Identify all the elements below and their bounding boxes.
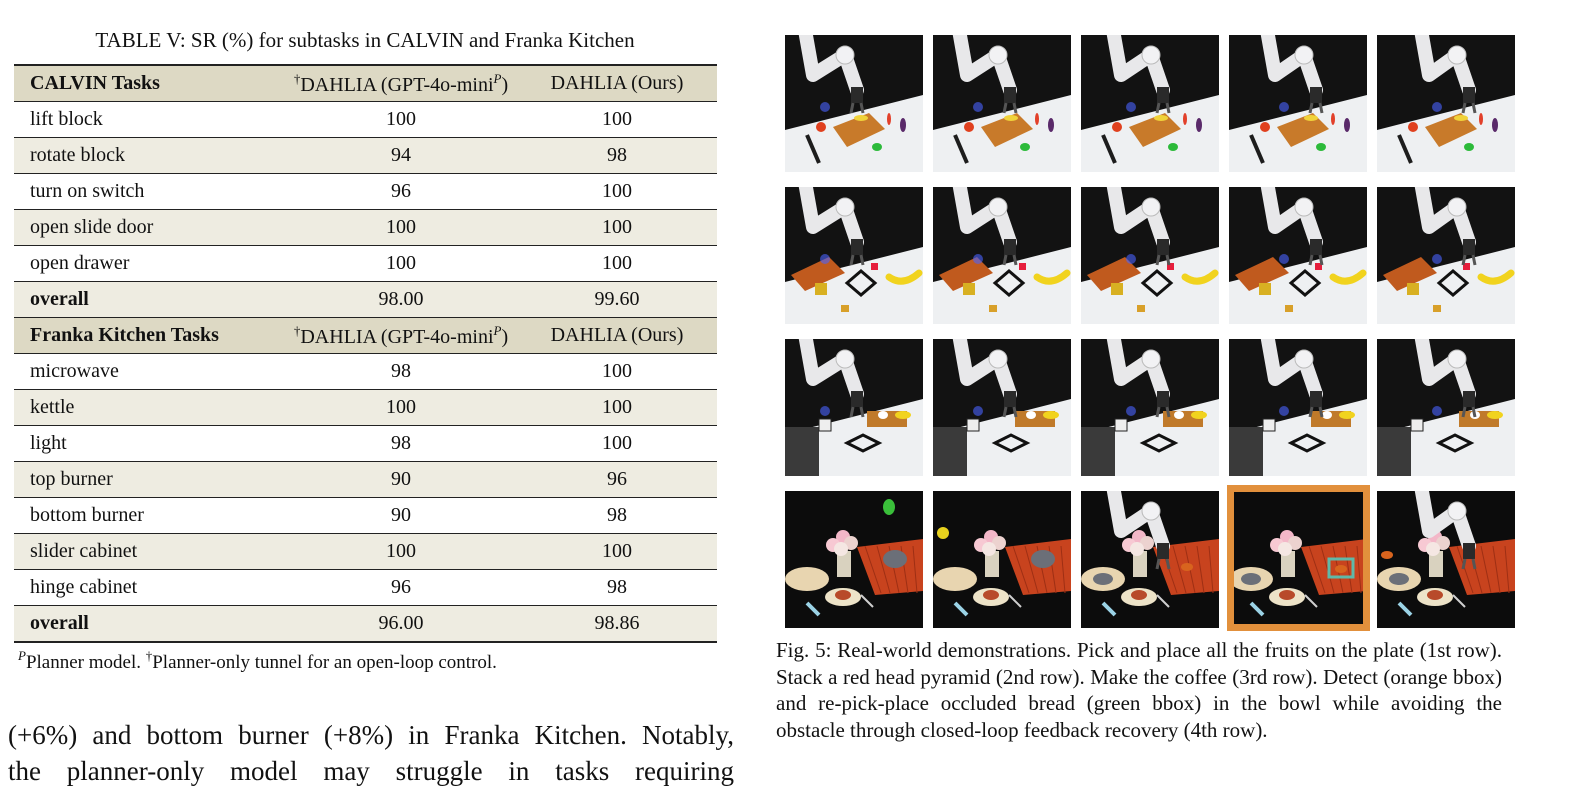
calvin-header-row bbox=[14, 65, 717, 102]
figure-photo-grid bbox=[785, 35, 1515, 628]
demo-photo-make-coffee-5 bbox=[1377, 339, 1515, 476]
table-row: top burner 90 96 bbox=[14, 462, 717, 498]
table-row: light 98 100 bbox=[14, 426, 717, 462]
table-caption: TABLE V: SR (%) for subtasks in CALVIN and Franka Kitchen bbox=[95, 28, 635, 52]
calvin-header-ours: DAHLIA (Ours) bbox=[517, 65, 717, 102]
calvin-overall-row: overall 98.00 99.60 bbox=[14, 282, 717, 318]
table-row: open slide door 100 100 bbox=[14, 210, 717, 246]
figure-caption: Fig. 5: Real-world demonstrations. Pick and place all the fruits on the plate (1st row). Stack a red head pyramid (2nd row). Make the coffee (3rd row). Detect (orange bbox) and re-pick-place occluded bread (green bbox) in the bowl while avoiding the obstacle through closed-loop feedback recovery (4th row). bbox=[776, 638, 1502, 742]
kitchen-header-task: Franka Kitchen Tasks bbox=[14, 318, 285, 354]
table-row: open drawer 100 100 bbox=[14, 246, 717, 282]
kitchen-header-row bbox=[14, 318, 717, 354]
demo-photo-fruits-on-plate-5 bbox=[1377, 35, 1515, 172]
body-line: (+6%) and bottom burner (+8%) in Franka Kitchen. Notably, bbox=[8, 720, 734, 750]
demo-photo-make-coffee-3 bbox=[1081, 339, 1219, 476]
kitchen-header-ours: DAHLIA (Ours) bbox=[517, 318, 717, 354]
demo-photo-red-head-pyramid-3 bbox=[1081, 187, 1219, 324]
table-row: bottom burner 90 98 bbox=[14, 498, 717, 534]
table-footnote: $^P$Planner model. †Planner-only tunnel for an open-loop control. bbox=[18, 648, 497, 673]
demo-photo-fruits-on-plate-1 bbox=[785, 35, 923, 172]
table-row: microwave 98 100 bbox=[14, 354, 717, 390]
table-row: turn on switch 96 100 bbox=[14, 174, 717, 210]
calvin-header-planner: †DAHLIA (GPT-4o-mini$^P$) bbox=[285, 65, 517, 102]
demo-photo-make-coffee-2 bbox=[933, 339, 1071, 476]
demo-photo-make-coffee-1 bbox=[785, 339, 923, 476]
table-row: kettle 100 100 bbox=[14, 390, 717, 426]
body-line: the planner-only model may struggle in tasks requiring bbox=[8, 756, 734, 786]
table-row: rotate block 94 98 bbox=[14, 138, 717, 174]
demo-photo-fruits-on-plate-2 bbox=[933, 35, 1071, 172]
demo-photo-red-head-pyramid-4 bbox=[1229, 187, 1367, 324]
kitchen-header-planner: †DAHLIA (GPT-4o-mini$^P$) bbox=[285, 318, 517, 354]
demo-photo-red-head-pyramid-5 bbox=[1377, 187, 1515, 324]
demo-photo-bread-in-bowl-4 bbox=[1229, 491, 1367, 628]
demo-photo-red-head-pyramid-2 bbox=[933, 187, 1071, 324]
calvin-header-task: CALVIN Tasks bbox=[14, 65, 285, 102]
demo-photo-bread-in-bowl-5 bbox=[1377, 491, 1515, 628]
demo-photo-bread-in-bowl-3 bbox=[1081, 491, 1219, 628]
demo-photo-make-coffee-4 bbox=[1229, 339, 1367, 476]
demo-photo-bread-in-bowl-1 bbox=[785, 491, 923, 628]
demo-photo-fruits-on-plate-4 bbox=[1229, 35, 1367, 172]
table-row: slider cabinet 100 100 bbox=[14, 534, 717, 570]
demo-photo-red-head-pyramid-1 bbox=[785, 187, 923, 324]
table-row: hinge cabinet 96 98 bbox=[14, 570, 717, 606]
table-row: lift block 100 100 bbox=[14, 102, 717, 138]
kitchen-overall-row: overall 96.00 98.86 bbox=[14, 606, 717, 643]
results-table bbox=[14, 64, 717, 643]
demo-photo-fruits-on-plate-3 bbox=[1081, 35, 1219, 172]
body-paragraph bbox=[8, 717, 734, 789]
demo-photo-bread-in-bowl-2 bbox=[933, 491, 1071, 628]
